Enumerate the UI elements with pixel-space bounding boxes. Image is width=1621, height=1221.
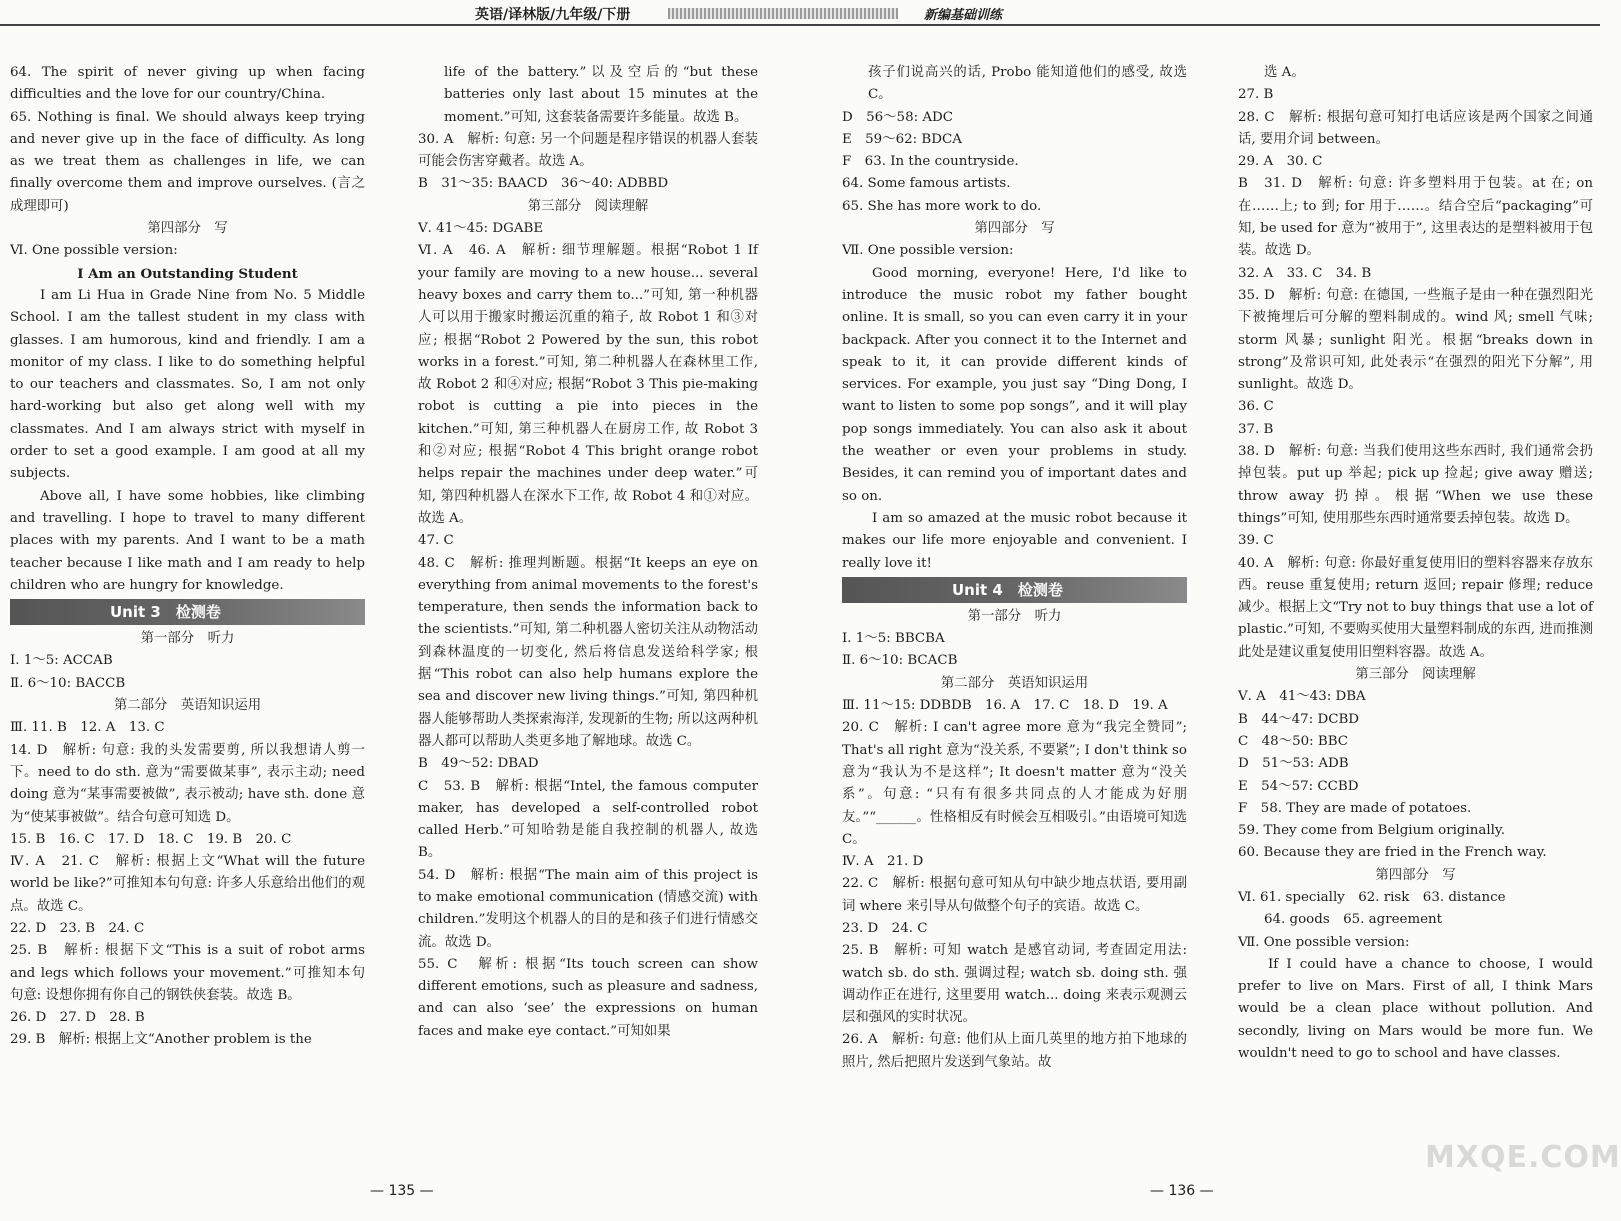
answer-55-cont: 孩子们说高兴的话, Probo 能知道他们的感受, 故选 C。 [868,65,1187,103]
page-number-left: — 135 — [370,1183,434,1199]
answer-line: Ⅰ. 1～5: BBCBA [842,631,945,647]
answer-line: 47. C [418,533,454,549]
column-4 [1238,62,1593,1065]
answer-25: 25. B 解析: 根据下文“This is a suit of robot arms and legs which follows your movement.”可推知本句句意: 设想你拥有你自己的钢铁侠套装。故选 B。 [10,943,365,1003]
answer-line: Ⅰ. 1～5: ACCAB [10,653,113,669]
answer-line: 23. D 24. C [842,920,928,936]
answer-line: 22. D 23. B 24. C [10,920,145,936]
answer-46: Ⅵ. A 46. A 解析: 细节理解题。根据“Robot 1 If your family are moving to a new house... several heavy boxes and carry them to...”可知, 第一种机器人可以用于搬家时搬运沉重的箱子, 故 Robot 1 和③对应; 根据“Robot 2 Powered by the sun, this robot works in a forest.”可知, 第二种机器人在森林里工作, 故 Robot 2 和④对应; 根据“Robot 3 This pie-making robot is cutting a pie into pieces in the kitchen.”可知, 第三种机器人在厨房工作, 故 Robot 3 和②对应; 根据“Robot 4 This bright orange robot helps repair the machines under deep water.”可知, 第四种机器人在深水下工作, 故 Robot 4 和①对应。故选 A。 [418,243,758,526]
answer-65: 65. Nothing is final. We should always keep trying and never give up in the face of difficulty. As long as we treat them as challenges in life, we can finally overcome them and improve ourselves. (言之成理即可) [10,109,365,214]
answer-64: 64. The spirit of never giving up when facing difficulties and the love for our country/China. [10,65,365,103]
answer-line: 37. B [1238,421,1274,437]
answer-line: 64. goods 65. agreement [1264,912,1443,928]
answer-line: E 54～57: CCBD [1238,778,1359,794]
section-heading: 第三部分 阅读理解 [527,198,649,214]
section-heading: 第三部分 阅读理解 [1355,667,1476,683]
answer-21: Ⅳ. A 21. C 解析: 根据上文“What will the future world be like?”可推知本句句意: 许多人乐意给出他们的观点。故选 C。 [10,854,365,914]
answer-line: Ⅳ. A 21. D [842,854,924,870]
answer-29-cont: life of the battery.”以及空后的“but these batteries only last about 15 minutes at the moment.”可知, 这套装备需要许多能量。故选 B。 [444,65,758,125]
answer-line: 59. They come from Belgium originally. [1238,823,1505,839]
writing-version-label: Ⅶ. One possible version: [842,243,1014,259]
writing-version-label: Ⅵ. One possible version: [10,243,178,259]
answer-line: 32. A 33. C 34. B [1238,265,1372,281]
answer-line: 60. Because they are fried in the French way. [1238,845,1547,861]
answer-line: F 63. In the countryside. [842,154,1019,170]
answer-line: 36. C [1238,399,1274,415]
answer-25: 25. B 解析: 可知 watch 是感官动词, 考查固定用法: watch sb. do sth. 强调过程; watch sb. doing sth. 强调动作正在进行, 这里要用 watch... doing 来表示观测云层和强风的实时状况。 [842,943,1187,1026]
answer-48: 48. C 解析: 推理判断题。根据“It keeps an eye on everything from animal movements to the forest's temperature, then sends the information back to the scientists.”可知, 第二种机器人密切关注从动物活动到森林温度的一切变化, 然后将信息发送给科学家; 根据“This robot can also help humans explore the sea and discover new living things.”可知, 第四种机器人能够帮助人类探索海洋, 发现新的生物; 所以这两种机器人都可以帮助人类更多地了解地球。故选 C。 [418,555,758,749]
header-brand: 新编基础训练 [924,8,1003,23]
answer-53: C 53. B 解析: 根据“Intel, the famous computer maker, has developed a self-controlled robot called Herb.”可知哈勃是能自我控制的机器人, 故选 B。 [418,778,758,861]
answer-20: 20. C 解析: I can't agree more 意为“我完全赞同”; That's all right 意为“没关系, 不要紧”; I don't think so 意为“我认为不是这样”; It doesn't matter 意为“没关系”。句意: “只有有很多共同点的人才能成为好朋友。”“______。性格相反有时候会互相吸引。”由语境可知选 C。 [842,720,1187,847]
answer-line: B 49～52: DBAD [418,756,539,772]
answer-line: 39. C [1238,533,1274,549]
answer-line: D 56～58: ADC [842,109,954,125]
page-number-right: — 136 — [1150,1183,1214,1199]
answer-line: E 59～62: BDCA [842,131,962,147]
essay-paragraph: I am Li Hua in Grade Nine from No. 5 Middle School. I am the tallest student in my class with glasses. I am humorous, kind and friendly. I am a monitor of my class. I like to do something helpful to our teachers and classmates. So, I am not only hard-working but also get along well with my classmates. And I am always strict with myself in order to set a good example. I am good at all my subjects. [10,287,365,482]
unit-4-banner: Unit 4 检测卷 [842,577,1187,603]
answer-line: D 51～53: ADB [1238,756,1349,772]
essay-paragraph: Good morning, everyone! Here, I'd like to introduce the music robot my father bought online. It is small, so you can even carry it in your backpack. After you connect it to the Internet and speak to it, it can provide different kinds of services. For example, you just say “Ding Dong, I want to listen to some pop songs”, and it will play pop songs immediately. You can also ask it about the weather or even your problems in study. Besides, it can remind you of important dates and so on. [842,265,1187,504]
essay-paragraph: I am so amazed at the music robot because it makes our life more enjoyable and convenient. I really love it! [842,510,1187,571]
watermark: MXQE.COM [1425,1140,1621,1175]
answer-line: B 44～47: DCBD [1238,711,1360,727]
column-3 [842,62,1187,1074]
unit-3-banner: Unit 3 检测卷 [10,599,365,625]
section-heading: 第二部分 英语知识运用 [940,675,1089,691]
answer-line: Ⅲ. 11. B 12. A 13. C [10,720,165,736]
answer-line: F 58. They are made of potatoes. [1238,800,1472,816]
answer-line: 29. A 30. C [1238,154,1323,170]
answer-54: 54. D 解析: 根据“The main aim of this project is to make emotional communication (情感交流) with children.”发明这个机器人的目的是和孩子们进行情感交流。故选 D。 [418,867,758,950]
section-heading: 第四部分 写 [974,221,1055,237]
answer-line: Ⅱ. 6～10: BACCB [10,675,126,691]
essay-title: I Am an Outstanding Student [77,265,298,282]
answer-30: 30. A 解析: 句意: 另一个问题是程序错误的机器人套装可能会伤害穿戴者。故选 A。 [418,131,758,170]
answer-28: 28. C 解析: 根据句意可知打电话应该是两个国家之间通话, 要用介词 between。 [1238,109,1593,147]
column-1 [10,62,365,1052]
answer-line: 65. She has more work to do. [842,198,1042,214]
answer-40: 40. A 解析: 句意: 你最好重复使用旧的塑料容器来存放东西。reuse 重复使用; return 返回; repair 修理; reduce 减少。根据上文“Try not to buy things that use a lot of plastic.”可知, 不要购买使用大量塑料制成的东西, 进而推测此处是建议重复使用旧塑料容器。故选 A。 [1238,555,1593,660]
header-barcode-decoration [668,8,898,19]
answer-22: 22. C 解析: 根据句意可知从句中缺少地点状语, 要用副词 where 来引导从句做整个句子的宾语。故选 C。 [842,876,1187,914]
answer-55: 55. C 解析: 根据“Its touch screen can show different emotions, such as pleasure and sadness, and can also ‘see’ the expressions on human faces and make eye contact.”可知如果 [418,956,758,1039]
writing-version-label: Ⅶ. One possible version: [1238,934,1410,950]
answer-line: B 31～35: BAACD 36～40: ADBBD [418,176,669,192]
header-title: 英语/译林版/九年级/下册 [475,7,631,23]
essay-paragraph: If I could have a chance to choose, I would prefer to live on Mars. First of all, I think Mars would be a clean place without pollution. And secondly, living on Mars would be more fun. We wouldn't need to go to school and have classes. [1238,956,1593,1062]
answer-26-cont: 选 A。 [1264,65,1305,80]
page-header [0,0,1600,52]
section-heading: 第二部分 英语知识运用 [113,698,262,714]
column-2 [418,62,758,1043]
header-rule [0,24,1600,26]
answer-line: Ⅴ. 41～45: DGABE [418,221,544,237]
answer-26: 26. A 解析: 句意: 他们从上面几英里的地方拍下地球的照片, 然后把照片发送到气象站。故 [842,1032,1187,1070]
answer-31: B 31. D 解析: 句意: 许多塑料用于包装。at 在; on 在……上; to 到; for 用于……。结合空后“packaging”可知, be used for 意为“被用于”, 这里表达的是塑料被用于包装。故选 D。 [1238,176,1593,259]
answer-line: 26. D 27. D 28. B [10,1010,145,1026]
answer-14: 14. D 解析: 句意: 我的头发需要剪, 所以我想请人剪一下。need to do sth. 意为“需要做某事”, 表示主动; need doing 意为“某事需要被做”, 表示被动; have sth. done 意为“使某事被做”。结合句意可知选 D。 [10,742,365,825]
answer-line: Ⅵ. 61. specially 62. risk 63. distance [1238,889,1506,905]
answer-35: 35. D 解析: 句意: 在德国, 一些瓶子是由一种在强烈阳光下被掩埋后可分解的塑料制成的。wind 风; smell 气味; storm 风暴; sunlight 阳光。根据“breaks down in strong”及常识可知, 此处表示“在强烈的阳光下分解”, 用 sunlight。故选 D。 [1238,287,1593,393]
answer-line: Ⅱ. 6～10: BCACB [842,653,958,669]
answer-38: 38. D 解析: 句意: 当我们使用这些东西时, 我们通常会扔掉包装。put up 举起; pick up 捡起; give away 赠送; throw away 扔掉。根据“When we use these things”可知, 使用那些东西时通常要丢掉包装。故选 D。 [1238,444,1593,526]
essay-paragraph: Above all, I have some hobbies, like climbing and travelling. I hope to travel to many different places with my parents. And I want to be a math teacher because I like math and I am ready to help children who are hungry for knowledge. [10,488,365,593]
answer-29: 29. B 解析: 根据上文“Another problem is the [10,1032,312,1048]
section-heading: 第四部分 写 [1375,867,1456,883]
answer-line: 27. B [1238,87,1274,103]
answer-line: Ⅲ. 11～15: DDBDB 16. A 17. C 18. D 19. A [842,698,1168,714]
answer-line: 64. Some famous artists. [842,176,1011,192]
answer-line: C 48～50: BBC [1238,733,1349,749]
section-heading: 第四部分 写 [147,221,228,237]
section-heading: 第一部分 听力 [967,608,1062,624]
answer-line: 15. B 16. C 17. D 18. C 19. B 20. C [10,831,292,847]
answer-line: Ⅴ. A 41～43: DBA [1238,689,1366,705]
section-heading: 第一部分 听力 [140,631,235,647]
